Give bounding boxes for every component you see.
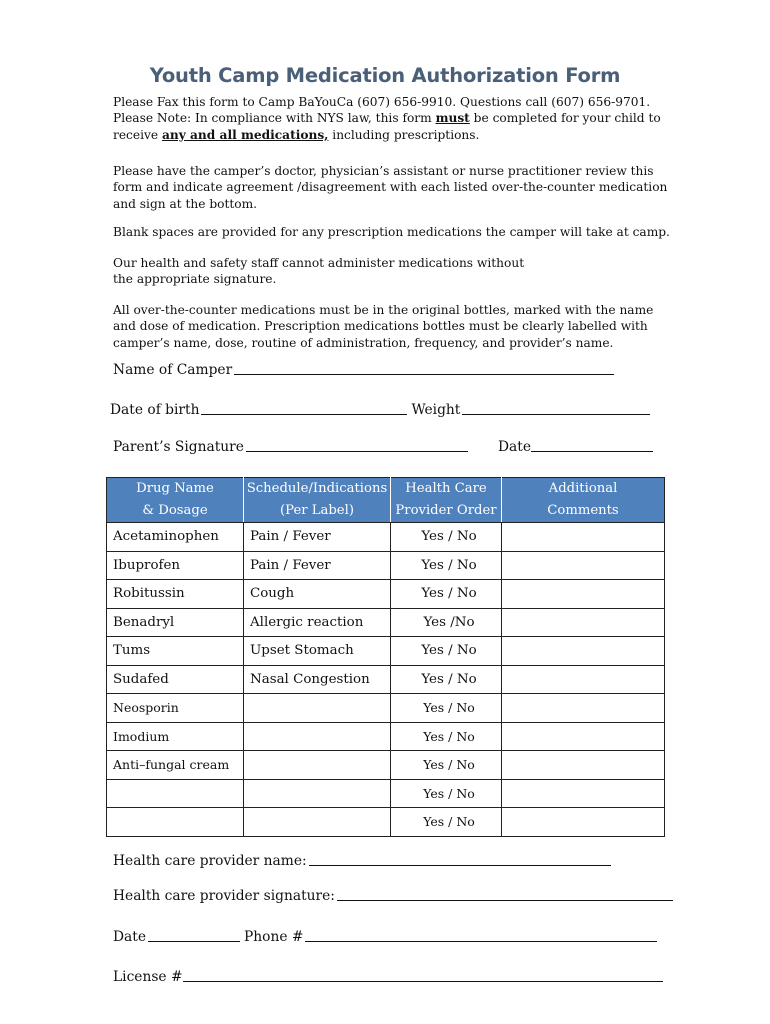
dob-label: Date of birth (110, 402, 200, 418)
schedule-cell[interactable]: Pain / Fever (244, 523, 391, 552)
drug-cell[interactable]: Tums (107, 637, 244, 666)
provider-date-line[interactable] (148, 940, 240, 942)
comments-cell[interactable] (502, 722, 665, 751)
comments-cell[interactable] (502, 751, 665, 780)
schedule-cell[interactable] (244, 722, 391, 751)
parent-date-field (498, 439, 657, 455)
camper-name-field[interactable] (113, 362, 618, 378)
hcp-name-line[interactable] (309, 864, 611, 866)
table-row (107, 808, 665, 837)
comments-cell[interactable] (502, 694, 665, 723)
medications-note (113, 127, 673, 143)
parent-signature-line[interactable] (246, 450, 468, 452)
drug-cell[interactable] (107, 808, 244, 837)
comments-cell[interactable] (502, 637, 665, 666)
schedule-cell[interactable] (244, 694, 391, 723)
camper-name-label: Name of Camper (113, 362, 233, 378)
intro-block (113, 94, 673, 143)
order-cell[interactable]: Yes / No (391, 808, 502, 837)
receive-text: receive (113, 127, 162, 142)
table-row (107, 722, 665, 751)
license-line[interactable] (183, 980, 663, 982)
comments-cell[interactable] (502, 523, 665, 552)
nys-law-note (113, 110, 673, 126)
table-header-row (107, 478, 665, 523)
medication-table (106, 477, 665, 837)
drug-cell[interactable]: Imodium (107, 722, 244, 751)
table-row (107, 779, 665, 808)
order-cell[interactable]: Yes / No (391, 551, 502, 580)
table-row (107, 580, 665, 609)
bottles-paragraph: All over-the-counter medications must be in the original bottles, marked with the name and dose of medication. Prescription medications bottles must be clearly labelled with camper’s name, dose, routine of administration, frequency, and provider’s name. (113, 303, 654, 350)
must-emphasis: must (435, 111, 470, 126)
comments-cell[interactable] (502, 580, 665, 609)
weight-line[interactable] (462, 413, 650, 415)
comments-cell[interactable] (502, 665, 665, 694)
schedule-cell[interactable]: Pain / Fever (244, 551, 391, 580)
table-row (107, 551, 665, 580)
license-field (113, 969, 667, 985)
hcp-signature-label: Health care provider signature: (113, 888, 335, 904)
order-cell[interactable]: Yes / No (391, 637, 502, 666)
drug-cell[interactable]: Acetaminophen (107, 523, 244, 552)
schedule-cell[interactable]: Nasal Congestion (244, 665, 391, 694)
staff-paragraph: Our health and safety staff cannot administer medications without the appropriate signature. (113, 256, 525, 287)
header-provider-order: Health Care Provider Order (391, 478, 502, 523)
drug-cell[interactable]: Sudafed (107, 665, 244, 694)
drug-cell[interactable] (107, 779, 244, 808)
drug-cell[interactable]: Neosporin (107, 694, 244, 723)
comments-cell[interactable] (502, 808, 665, 837)
header-drug-name: Drug Name & Dosage (107, 478, 244, 523)
order-cell[interactable]: Yes /No (391, 608, 502, 637)
nys-note-text-end: be completed for your child to (469, 111, 661, 126)
date-phone-row (113, 929, 661, 945)
comments-cell[interactable] (502, 551, 665, 580)
schedule-cell[interactable]: Allergic reaction (244, 608, 391, 637)
table-row (107, 523, 665, 552)
prescriptions-text: including prescriptions. (328, 127, 480, 142)
form-title: Youth Camp Medication Authorization Form (149, 64, 621, 87)
table-row (107, 751, 665, 780)
birth-weight-row (110, 402, 654, 418)
parent-signature-field (113, 439, 472, 455)
all-medications-emphasis: any and all medications, (161, 127, 329, 142)
parent-date-line[interactable] (531, 450, 653, 452)
dob-line[interactable] (201, 413, 407, 415)
schedule-cell[interactable]: Upset Stomach (244, 637, 391, 666)
table-row (107, 608, 665, 637)
license-label: License # (113, 969, 183, 985)
table-row (107, 694, 665, 723)
order-cell[interactable]: Yes / No (391, 722, 502, 751)
parent-date-label: Date (498, 439, 531, 455)
weight-label: Weight (411, 402, 461, 418)
drug-cell[interactable]: Robitussin (107, 580, 244, 609)
order-cell[interactable]: Yes / No (391, 580, 502, 609)
table-row (107, 665, 665, 694)
table-row (107, 637, 665, 666)
schedule-cell[interactable] (244, 779, 391, 808)
hcp-signature-line[interactable] (337, 899, 673, 901)
order-cell[interactable]: Yes / No (391, 665, 502, 694)
hcp-name-label: Health care provider name: (113, 853, 307, 869)
drug-cell[interactable]: Anti–fungal cream (107, 751, 244, 780)
nys-note-text: Please Note: In compliance with NYS law, this form (113, 111, 436, 126)
schedule-cell[interactable] (244, 751, 391, 780)
header-comments: Additional Comments (502, 478, 665, 523)
parent-signature-label: Parent’s Signature (113, 439, 244, 455)
review-paragraph: Please have the camper’s doctor, physician’s assistant or nurse practitioner review this form and indicate agreement /disagreement with each listed over-the-counter medication and sign at the bottom. (113, 164, 668, 211)
schedule-cell[interactable]: Cough (244, 580, 391, 609)
schedule-cell[interactable] (244, 808, 391, 837)
provider-date-label: Date (113, 929, 146, 945)
drug-cell[interactable]: Benadryl (107, 608, 244, 637)
order-cell[interactable]: Yes / No (391, 751, 502, 780)
comments-cell[interactable] (502, 608, 665, 637)
blank-spaces-paragraph: Blank spaces are provided for any prescription medications the camper will take at camp. (113, 225, 670, 239)
drug-cell[interactable]: Ibuprofen (107, 551, 244, 580)
hcp-name-field (113, 853, 615, 869)
phone-label: Phone # (244, 929, 304, 945)
order-cell[interactable]: Yes / No (391, 779, 502, 808)
comments-cell[interactable] (502, 779, 665, 808)
header-schedule: Schedule/Indications (Per Label) (244, 478, 391, 523)
phone-line[interactable] (305, 940, 657, 942)
order-cell[interactable]: Yes / No (391, 523, 502, 552)
fax-instructions: Please Fax this form to Camp BaYouCa (607) 656-9910. Questions call (607) 656-9701. (113, 95, 651, 109)
order-cell[interactable]: Yes / No (391, 694, 502, 723)
camper-name-line[interactable] (234, 373, 614, 375)
hcp-signature-field (113, 888, 677, 904)
